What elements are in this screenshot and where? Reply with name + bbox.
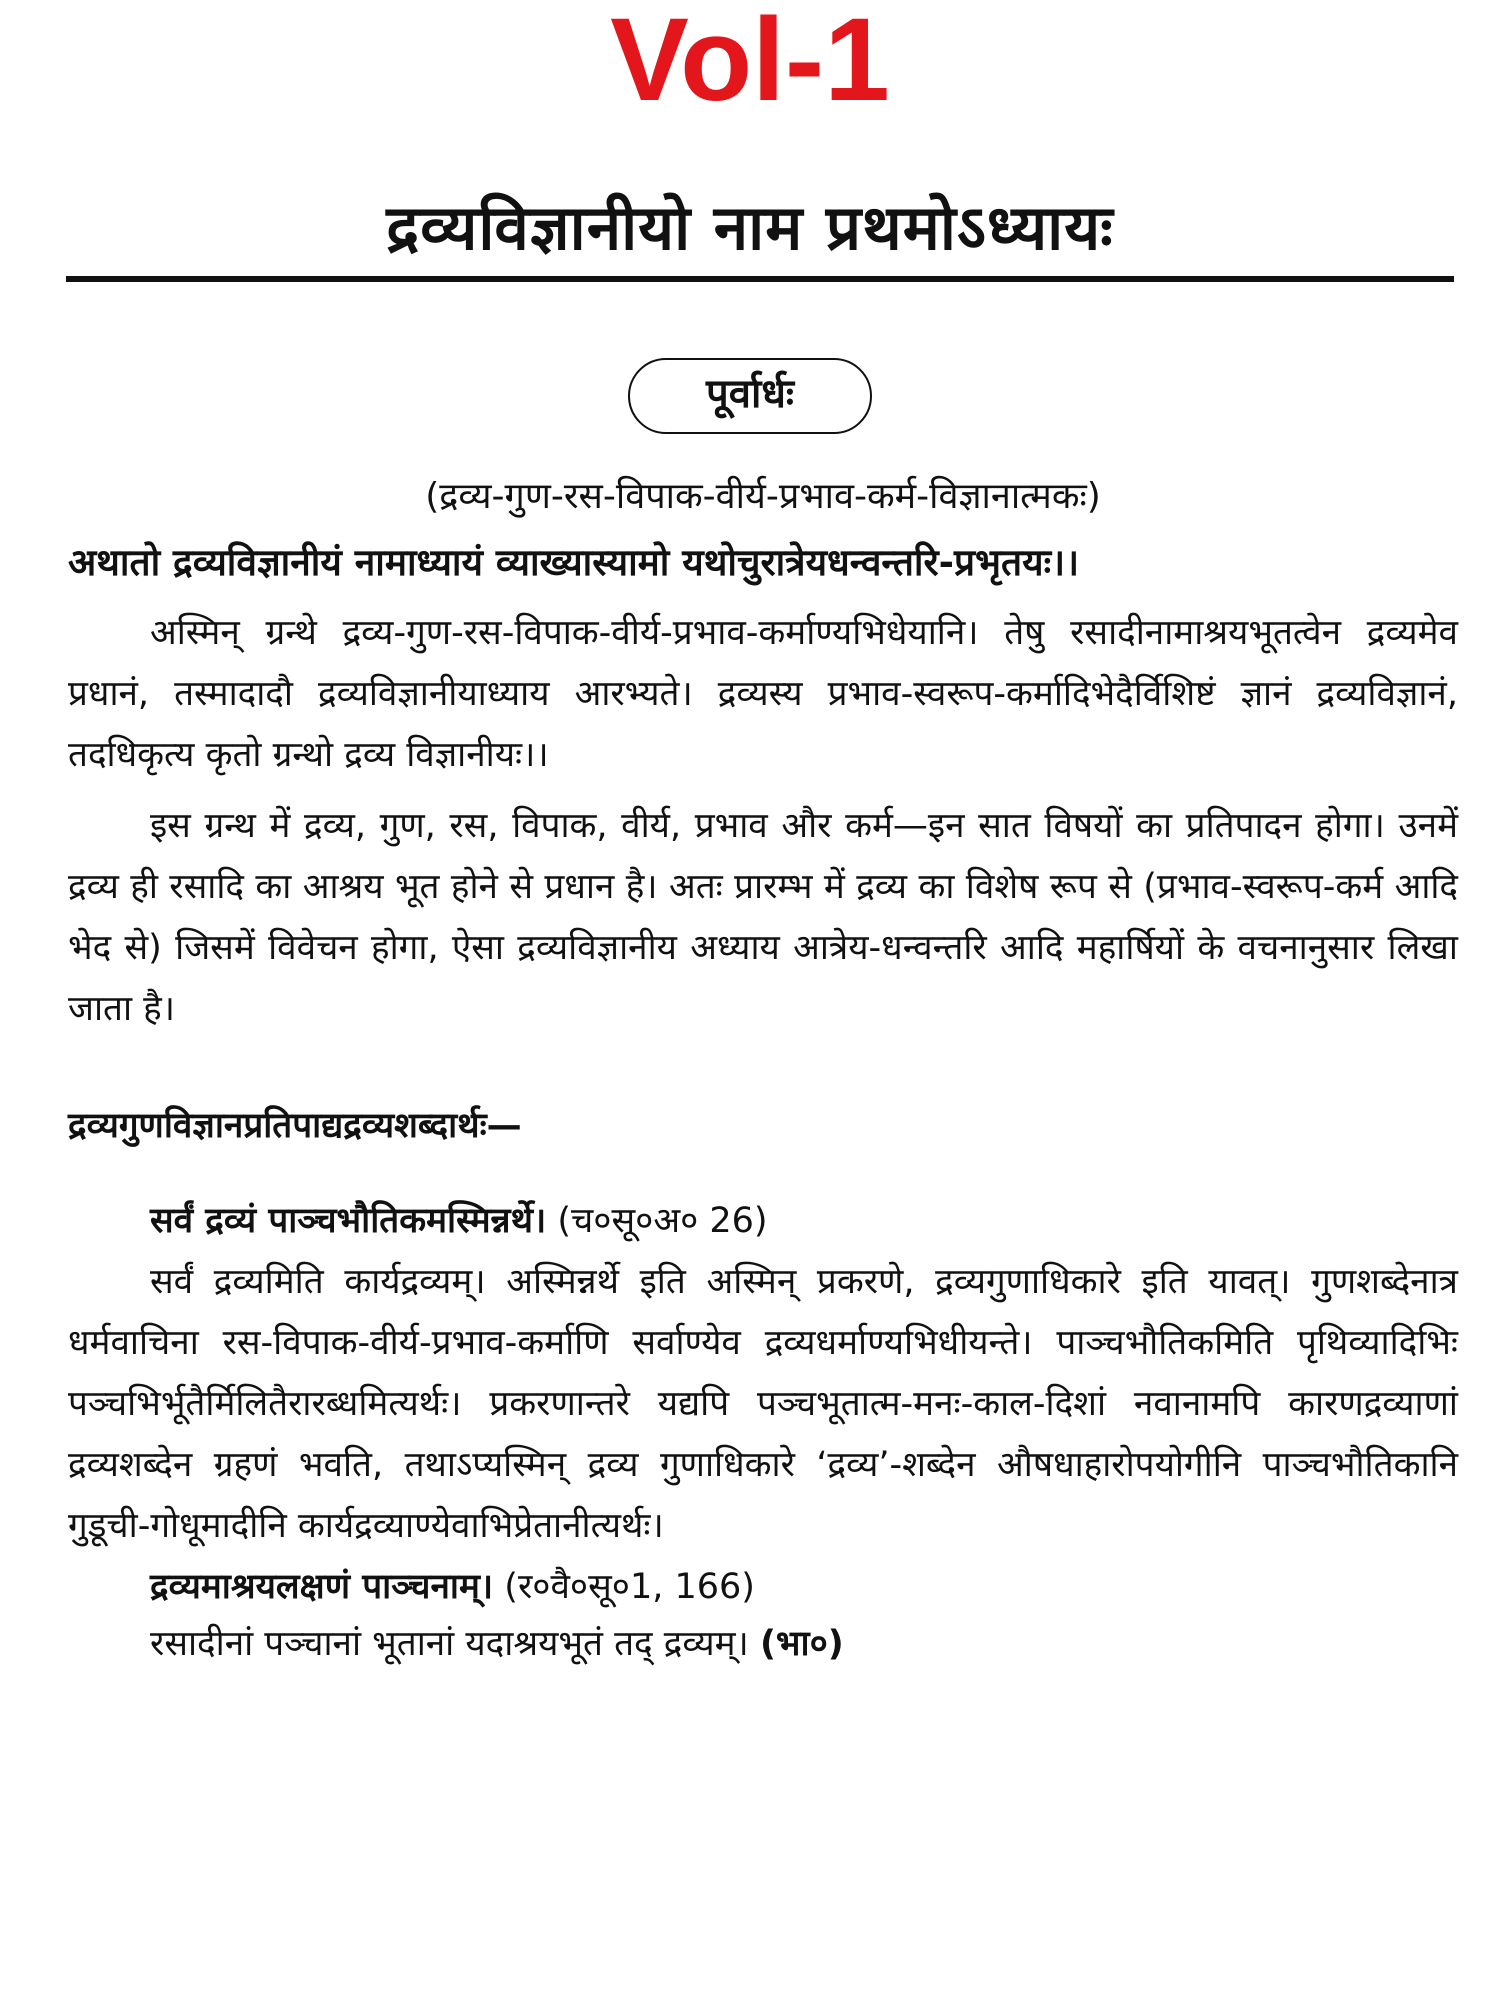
subtitle: (द्रव्य-गुण-रस-विपाक-वीर्य-प्रभाव-कर्म-विज्ञानात्मकः) bbox=[425, 476, 1101, 517]
sutra-2-ref: (च०सू०अ० 26) bbox=[557, 1201, 768, 1241]
main-content bbox=[68, 466, 1458, 1675]
opening-sutra: अथातो द्रव्यविज्ञानीयं नामाध्यायं व्याख्यास्यामो यथोचुरात्रेयधन्वन्तरि-प्रभृतयः।। bbox=[68, 541, 1080, 584]
paragraph-4-ref: (भा०) bbox=[759, 1624, 844, 1664]
section-heading: द्रव्यगुणविज्ञानप्रतिपाद्यद्रव्यशब्दार्थः— bbox=[68, 1106, 522, 1146]
paragraph-1: अस्मिन् ग्रन्थे द्रव्य-गुण-रस-विपाक-वीर्य-प्रभाव-कर्माण्यभिधेयानि। तेषु रसादीनामाश्रयभूतत्वेन द्रव्यमेव प्रधानं, तस्मादादौ द्रव्यविज्ञानीयाध्याय आरभ्यते। द्रव्यस्य प्रभाव-स्वरूप-कर्मादिभेदैर्विशिष्टं ज्ञानं द्रव्यविज्ञानं, तदधिकृत्य कृतो ग्रन्थो द्रव्य विज्ञानीयः।। bbox=[68, 613, 1458, 775]
chapter-title: द्रव्यविज्ञानीयो नाम प्रथमोऽध्यायः bbox=[386, 191, 1114, 264]
sutra-2 bbox=[68, 1191, 1458, 1252]
sutra-3-text: द्रव्यमाश्रयलक्षणं पाञ्चनाम्। bbox=[150, 1567, 494, 1607]
paragraph-4-text: रसादीनां पञ्चानां भूतानां यदाश्रयभूतं तद् द्रव्यम्। bbox=[150, 1624, 749, 1664]
title-divider bbox=[66, 276, 1454, 282]
paragraph-3: सर्वं द्रव्यमिति कार्यद्रव्यम्। अस्मिन्नर्थे इति अस्मिन् प्रकरणे, द्रव्यगुणाधिकारे इति यावत्। गुणशब्देनात्र धर्मवाचिना रस-विपाक-वीर्य-प्रभाव-कर्माणि सर्वाण्येव द्रव्यधर्माण्यभिधीयन्ते। पाञ्चभौतिकमिति पृथिव्यादिभिः पञ्चभिर्भूतैर्मिलितैरारब्धमित्यर्थः। प्रकरणान्तरे यद्यपि पञ्चभूतात्म-मनः-काल-दिशां नवानामपि कारणद्रव्याणां द्रव्यशब्देन ग्रहणं भवति, तथाऽप्यस्मिन् द्रव्य गुणाधिकारे ‘द्रव्य’-शब्देन औषधाहारोपयोगीनि पाञ्चभौतिकानि गुडूची-गोधूमादीनि कार्यद्रव्याण्येवाभिप्रेतानीत्यर्थः। bbox=[68, 1262, 1458, 1546]
paragraph-4 bbox=[68, 1614, 1458, 1675]
sutra-2-text: सर्वं द्रव्यं पाञ्चभौतिकमस्मिन्नर्थे। bbox=[150, 1201, 547, 1241]
sutra-3-ref: (र०वै०सू०1, 166) bbox=[504, 1567, 755, 1607]
sutra-3 bbox=[68, 1557, 1458, 1618]
section-badge: पूर्वार्धः bbox=[628, 358, 872, 434]
paragraph-2: इस ग्रन्थ में द्रव्य, गुण, रस, विपाक, वीर्य, प्रभाव और कर्म—इन सात विषयों का प्रतिपादन होगा। उनमें द्रव्य ही रसादि का आश्रय भूत होने से प्रधान है। अतः प्रारम्भ में द्रव्य का विशेष रूप से (प्रभाव-स्वरूप-कर्म आदि भेद से) जिसमें विवेचन होगा, ऐसा द्रव्यविज्ञानीय अध्याय आत्रेय-धन्वन्तरि आदि महार्षियों के वचनानुसार लिखा जाता है। bbox=[68, 806, 1458, 1029]
section-badge-wrap bbox=[0, 358, 1500, 434]
volume-label: Vol-1 bbox=[610, 0, 890, 126]
